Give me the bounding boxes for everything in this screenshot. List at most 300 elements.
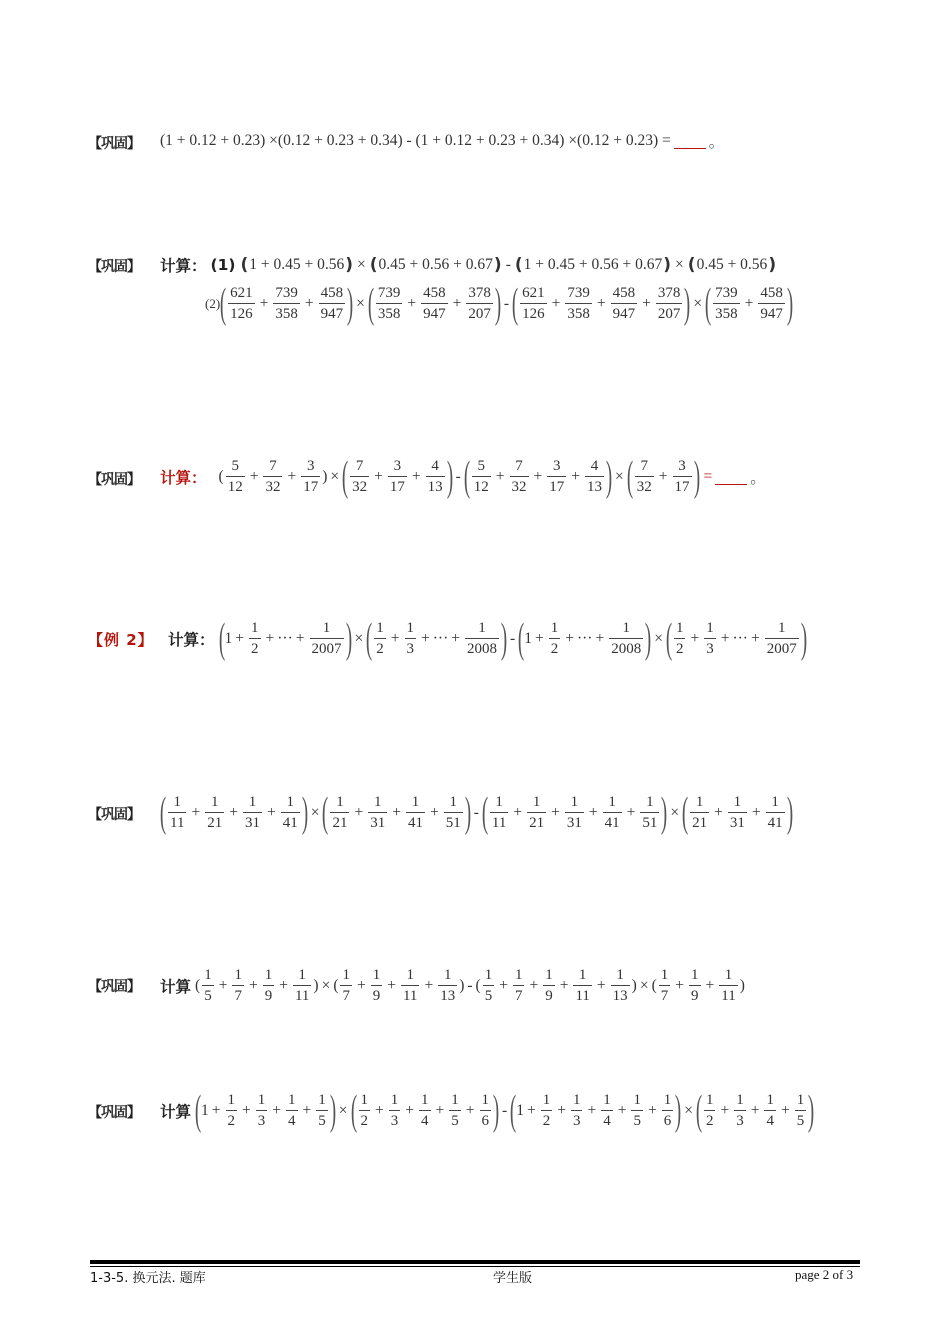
consolidate-tag: 【巩固】 [88, 259, 140, 275]
numerator: 1 [288, 1092, 296, 1108]
operator: + [295, 630, 305, 647]
fraction [631, 1091, 643, 1131]
fraction [359, 1091, 371, 1131]
operator: × [615, 468, 624, 485]
fraction [728, 793, 747, 833]
fraction [635, 457, 654, 497]
numerator: 1 [660, 967, 669, 983]
operator: - [473, 804, 479, 821]
operator: + [354, 804, 364, 821]
parenthesis: ( [695, 1088, 703, 1134]
term: 0.45 + 0.56 + 0.67 [378, 256, 493, 273]
fraction [673, 457, 692, 497]
numerator: 1 [210, 794, 219, 810]
denominator: 4 [764, 1110, 776, 1131]
numerator: 1 [663, 1092, 672, 1108]
denominator: 31 [565, 812, 584, 833]
denominator: 5 [483, 985, 495, 1006]
numerator: 621 [230, 285, 253, 301]
operator: + [266, 804, 276, 821]
denominator: 3 [405, 638, 417, 659]
denominator: 31 [243, 812, 262, 833]
operator: - [502, 1102, 508, 1119]
operator: + [405, 1102, 415, 1119]
fraction [609, 619, 643, 659]
operator: + [714, 804, 723, 821]
numerator: 3 [678, 458, 686, 474]
numerator: 1 [411, 794, 420, 810]
numerator: 1 [390, 1092, 399, 1108]
consolidate-tag: 【巩固】 [88, 1105, 140, 1121]
calc-label: 计算： [168, 631, 215, 649]
fraction [376, 284, 403, 324]
numerator: 1 [449, 794, 457, 810]
denominator: 17 [388, 476, 407, 497]
fraction [310, 619, 344, 659]
operator: + [242, 1102, 251, 1119]
numerator: 1 [318, 1092, 326, 1108]
operator: + [265, 630, 275, 647]
fraction [704, 1091, 716, 1131]
operator: + [559, 977, 569, 994]
calc-label: 计算 [160, 1103, 192, 1121]
fraction [371, 966, 383, 1006]
denominator: 13 [585, 476, 604, 497]
operator: + [375, 1102, 384, 1119]
denominator: 31 [728, 812, 747, 833]
fraction [674, 619, 686, 659]
denominator: 4 [286, 1110, 298, 1131]
numerator: 4 [431, 458, 439, 474]
footer-left: 1-3-5. 换元法. 题库 [90, 1271, 206, 1286]
operator: + [495, 468, 505, 485]
expression: (1 + 0.12 + 0.23) ×(0.12 + 0.23 + 0.34) - (1 + 0.12 + 0.23 + 0.34) ×(0.12 + 0.23) = [160, 132, 671, 149]
operator: + [304, 295, 314, 312]
parenthesis: ) [661, 790, 668, 836]
operator: + [750, 1102, 760, 1119]
footer-mid: 学生版 [493, 1271, 533, 1286]
parenthesis: ( [687, 255, 696, 275]
parenthesis: ( [518, 616, 525, 662]
operator: × [338, 1102, 348, 1119]
numerator: 1 [251, 620, 259, 636]
operator: × [670, 804, 680, 821]
fraction [202, 966, 214, 1006]
denominator: 17 [673, 476, 692, 497]
parenthesis: ) [645, 616, 652, 662]
numerator: 3 [553, 458, 561, 474]
fraction [611, 966, 630, 1006]
parenthesis: ) [768, 255, 777, 275]
denominator: 2008 [609, 638, 643, 659]
denominator: 41 [603, 812, 622, 833]
operator: + [588, 804, 598, 821]
numerator: 4 [590, 458, 599, 474]
denominator: 5 [795, 1110, 807, 1131]
numerator: 1 [495, 794, 503, 810]
numerator: 7 [640, 458, 649, 474]
operator: + [229, 804, 238, 821]
numerator: 5 [231, 458, 239, 474]
fraction [603, 793, 622, 833]
parenthesis: ) [605, 454, 613, 500]
parenthesis: ) [494, 281, 502, 327]
operator: × [356, 295, 365, 312]
operator: + [387, 977, 396, 994]
term: 0.45 + 0.56 [696, 256, 768, 273]
parenthesis: ( [159, 790, 167, 836]
numerator: 739 [275, 285, 298, 301]
parenthesis: ( [463, 454, 470, 500]
fraction [243, 793, 262, 833]
operator: + [533, 468, 543, 485]
numerator: 1 [372, 967, 381, 983]
operator: + [191, 804, 201, 821]
denominator: 6 [480, 1110, 492, 1131]
parenthesis: ) [663, 255, 672, 275]
fraction [232, 966, 244, 1006]
fraction [490, 793, 508, 833]
numerator: 621 [522, 285, 545, 301]
parenthesis: ( [220, 281, 227, 327]
fraction [368, 793, 387, 833]
fraction [444, 793, 463, 833]
fraction [401, 966, 419, 1006]
fraction [549, 619, 561, 659]
parenthesis: ( [665, 616, 673, 662]
parenthesis: ) [301, 790, 308, 836]
numerator: 1 [514, 967, 523, 983]
operator: + [596, 295, 606, 312]
denominator: 2008 [465, 638, 499, 659]
numerator: 378 [657, 285, 681, 301]
operator: + [780, 1102, 790, 1119]
fraction [565, 793, 584, 833]
denominator: 2 [541, 1110, 553, 1131]
denominator: 5 [316, 1110, 328, 1131]
operator: + [499, 977, 508, 994]
parenthesis: ( [194, 1088, 202, 1134]
fraction [389, 1091, 401, 1131]
denominator: 358 [565, 303, 592, 324]
operator: + [452, 295, 462, 312]
denominator: 947 [319, 303, 346, 324]
operator: + [279, 977, 288, 994]
operator: - [505, 256, 511, 273]
numerator: 1 [545, 967, 553, 983]
numerator: 1 [421, 1092, 429, 1108]
parenthesis: ( [350, 1088, 357, 1134]
denominator: 5 [631, 1110, 643, 1131]
fraction [510, 457, 529, 497]
numerator: 1 [724, 967, 733, 983]
operator: + [211, 1102, 221, 1119]
operator: + [565, 630, 574, 647]
fraction [438, 966, 457, 1006]
denominator: 21 [527, 812, 546, 833]
operator: + [658, 468, 668, 485]
operator: + [744, 295, 754, 312]
numerator: 1 [616, 967, 624, 983]
denominator: 17 [301, 476, 320, 497]
numerator: 1 [675, 620, 684, 636]
denominator: 12 [472, 476, 491, 497]
denominator: 31 [368, 812, 387, 833]
fraction [640, 793, 659, 833]
denominator: 41 [406, 812, 425, 833]
numerator: 1 [376, 620, 384, 636]
numerator: 378 [468, 285, 491, 301]
parenthesis: ) [693, 454, 700, 500]
fraction [350, 457, 369, 497]
operator: + [529, 977, 539, 994]
denominator: 3 [389, 1110, 401, 1131]
operator: + [595, 630, 605, 647]
fraction [571, 1091, 583, 1131]
denominator: 6 [662, 1110, 674, 1131]
denominator: 17 [547, 476, 566, 497]
numerator: 1 [796, 1092, 805, 1108]
fraction [601, 1091, 613, 1131]
operator: + [690, 630, 700, 647]
numerator: 1 [766, 1092, 774, 1108]
denominator: 3 [571, 1110, 583, 1131]
operator: × [321, 977, 331, 994]
operator: - [455, 468, 461, 485]
denominator: 3 [704, 638, 716, 659]
operator: + [435, 1102, 445, 1119]
operator: + [259, 295, 269, 312]
denominator: 11 [168, 812, 186, 833]
denominator: 7 [513, 985, 525, 1006]
operator: + [356, 977, 366, 994]
operator: - [467, 977, 473, 994]
fraction [656, 284, 683, 324]
operator: + [407, 295, 417, 312]
fraction [662, 1091, 674, 1131]
fraction [764, 1091, 776, 1131]
part-label: (2) [205, 296, 221, 311]
numerator: 1 [227, 1092, 236, 1108]
numerator: 1 [173, 794, 181, 810]
fraction [256, 1091, 268, 1131]
numerator: 1 [322, 620, 331, 636]
operator: + [235, 630, 245, 647]
fraction [766, 793, 785, 833]
numerator: 1 [542, 1092, 551, 1108]
calc-label: 计算： [160, 257, 207, 275]
operator: + [272, 1102, 282, 1119]
consolidate-tag: 【巩固】 [88, 979, 140, 995]
parenthesis: ( [510, 1088, 517, 1134]
numerator: 5 [477, 458, 486, 474]
answer-blank [715, 470, 747, 485]
operator: + [571, 468, 581, 485]
parenthesis: ( [367, 281, 375, 327]
parenthesis: ( [240, 255, 249, 275]
numerator: 1 [478, 620, 486, 636]
operator: + [421, 630, 430, 647]
denominator: 2 [704, 1110, 716, 1131]
operator: + [675, 977, 684, 994]
consolidate-tag: 【巩固】 [88, 807, 140, 823]
fraction [286, 1091, 298, 1131]
parenthesis: ) [684, 281, 691, 327]
denominator: 5 [449, 1110, 461, 1131]
numerator: 1 [204, 967, 212, 983]
fraction [765, 619, 799, 659]
fraction [520, 284, 547, 324]
fraction [659, 966, 671, 1006]
denominator: 5 [202, 985, 214, 1006]
operator: × [675, 256, 684, 273]
denominator: 9 [371, 985, 383, 1006]
operator: + [551, 295, 561, 312]
numerator: 1 [360, 1092, 369, 1108]
operator: + [534, 630, 544, 647]
numerator: 1 [234, 967, 242, 983]
fraction [301, 457, 320, 497]
numerator: 1 [257, 1092, 266, 1108]
numerator: 1 [373, 794, 382, 810]
denominator: 13 [611, 985, 630, 1006]
operator: - [503, 295, 510, 312]
denominator: 2 [674, 638, 686, 659]
denominator: 7 [659, 985, 671, 1006]
fraction [527, 793, 546, 833]
fraction [426, 457, 445, 497]
answer-blank [674, 134, 706, 149]
denominator: 2007 [765, 638, 799, 659]
operator: + [720, 630, 730, 647]
numerator: 458 [760, 285, 783, 301]
numerator: 1 [264, 967, 273, 983]
term: 1 + 0.45 + 0.56 [249, 256, 345, 273]
fraction [465, 619, 499, 659]
denominator: 126 [520, 303, 547, 324]
denominator: 947 [611, 303, 638, 324]
parenthesis: ( [322, 790, 329, 836]
denominator: 207 [656, 303, 683, 324]
parenthesis: ( [369, 255, 378, 275]
operator: + [424, 977, 434, 994]
parenthesis: ( [704, 281, 712, 327]
fraction [319, 284, 346, 324]
denominator: 12 [226, 476, 245, 497]
operator: + [392, 804, 401, 821]
numerator: 1 [451, 1092, 459, 1108]
numerator: 739 [715, 285, 738, 301]
numerator: 1 [695, 794, 704, 810]
denominator: 21 [205, 812, 224, 833]
numerator: 7 [515, 458, 523, 474]
operator: + [551, 804, 560, 821]
denominator: 2 [249, 638, 261, 659]
operator: + [429, 804, 439, 821]
numerator: 1 [572, 1092, 581, 1108]
fraction [168, 793, 186, 833]
consolidate-tag: 【巩固】 [88, 472, 140, 488]
operator: + [617, 1102, 627, 1119]
fraction [226, 1091, 238, 1131]
parenthesis: ( [341, 454, 349, 500]
denominator: 32 [350, 476, 369, 497]
operator: × [357, 256, 366, 273]
denominator: 11 [401, 985, 419, 1006]
denominator: 32 [635, 476, 654, 497]
denominator: 4 [601, 1110, 613, 1131]
fraction [573, 966, 591, 1006]
numerator: 1 [406, 967, 414, 983]
period: 。 [708, 134, 725, 151]
operator: × [639, 977, 649, 994]
fraction [543, 966, 555, 1006]
equals: = [703, 468, 713, 485]
denominator: 947 [758, 303, 785, 324]
example-tag: 【例 2】 [88, 631, 154, 649]
fraction [689, 966, 701, 1006]
fraction [316, 1091, 328, 1131]
operator: + [374, 468, 383, 485]
calc-label: 计算 [160, 978, 192, 996]
operator: + [287, 468, 297, 485]
operator: + [249, 468, 259, 485]
fraction [480, 1091, 492, 1131]
operator: + [411, 468, 421, 485]
denominator: 21 [690, 812, 709, 833]
fraction [466, 284, 493, 324]
denominator: 51 [640, 812, 659, 833]
denominator: 9 [689, 985, 701, 1006]
parenthesis: ) [446, 454, 453, 500]
parenthesis: ( [218, 616, 225, 662]
numerator: 1 [298, 967, 306, 983]
denominator: 7 [340, 985, 352, 1006]
parenthesis: ) [347, 281, 354, 327]
operator: + [218, 977, 228, 994]
fraction [734, 1091, 746, 1131]
parenthesis: ) [786, 281, 793, 327]
fraction [226, 457, 245, 497]
denominator: 3 [256, 1110, 268, 1131]
fraction [565, 284, 592, 324]
parenthesis: ( [626, 454, 633, 500]
numerator: 1 [481, 1092, 490, 1108]
numerator: 1 [771, 794, 779, 810]
numerator: 739 [377, 285, 401, 301]
fraction [483, 966, 495, 1006]
fraction [273, 284, 300, 324]
denominator: 358 [376, 303, 403, 324]
fraction [585, 457, 604, 497]
parenthesis: ) [492, 1088, 500, 1134]
operator: + [626, 804, 636, 821]
numerator: 1 [603, 1092, 611, 1108]
denominator: 2 [359, 1110, 371, 1131]
fraction [228, 284, 255, 324]
fraction [719, 966, 737, 1006]
denominator: 9 [543, 985, 555, 1006]
parenthesis: ) [675, 1088, 682, 1134]
term: 1 + 0.45 + 0.56 + 0.67 [523, 256, 663, 273]
denominator: 7 [232, 985, 244, 1006]
numerator: 1 [570, 794, 579, 810]
operator: + [751, 804, 761, 821]
denominator: 11 [573, 985, 591, 1006]
fraction [281, 793, 300, 833]
denominator: 3 [734, 1110, 746, 1131]
numerator: 1 [777, 620, 786, 636]
